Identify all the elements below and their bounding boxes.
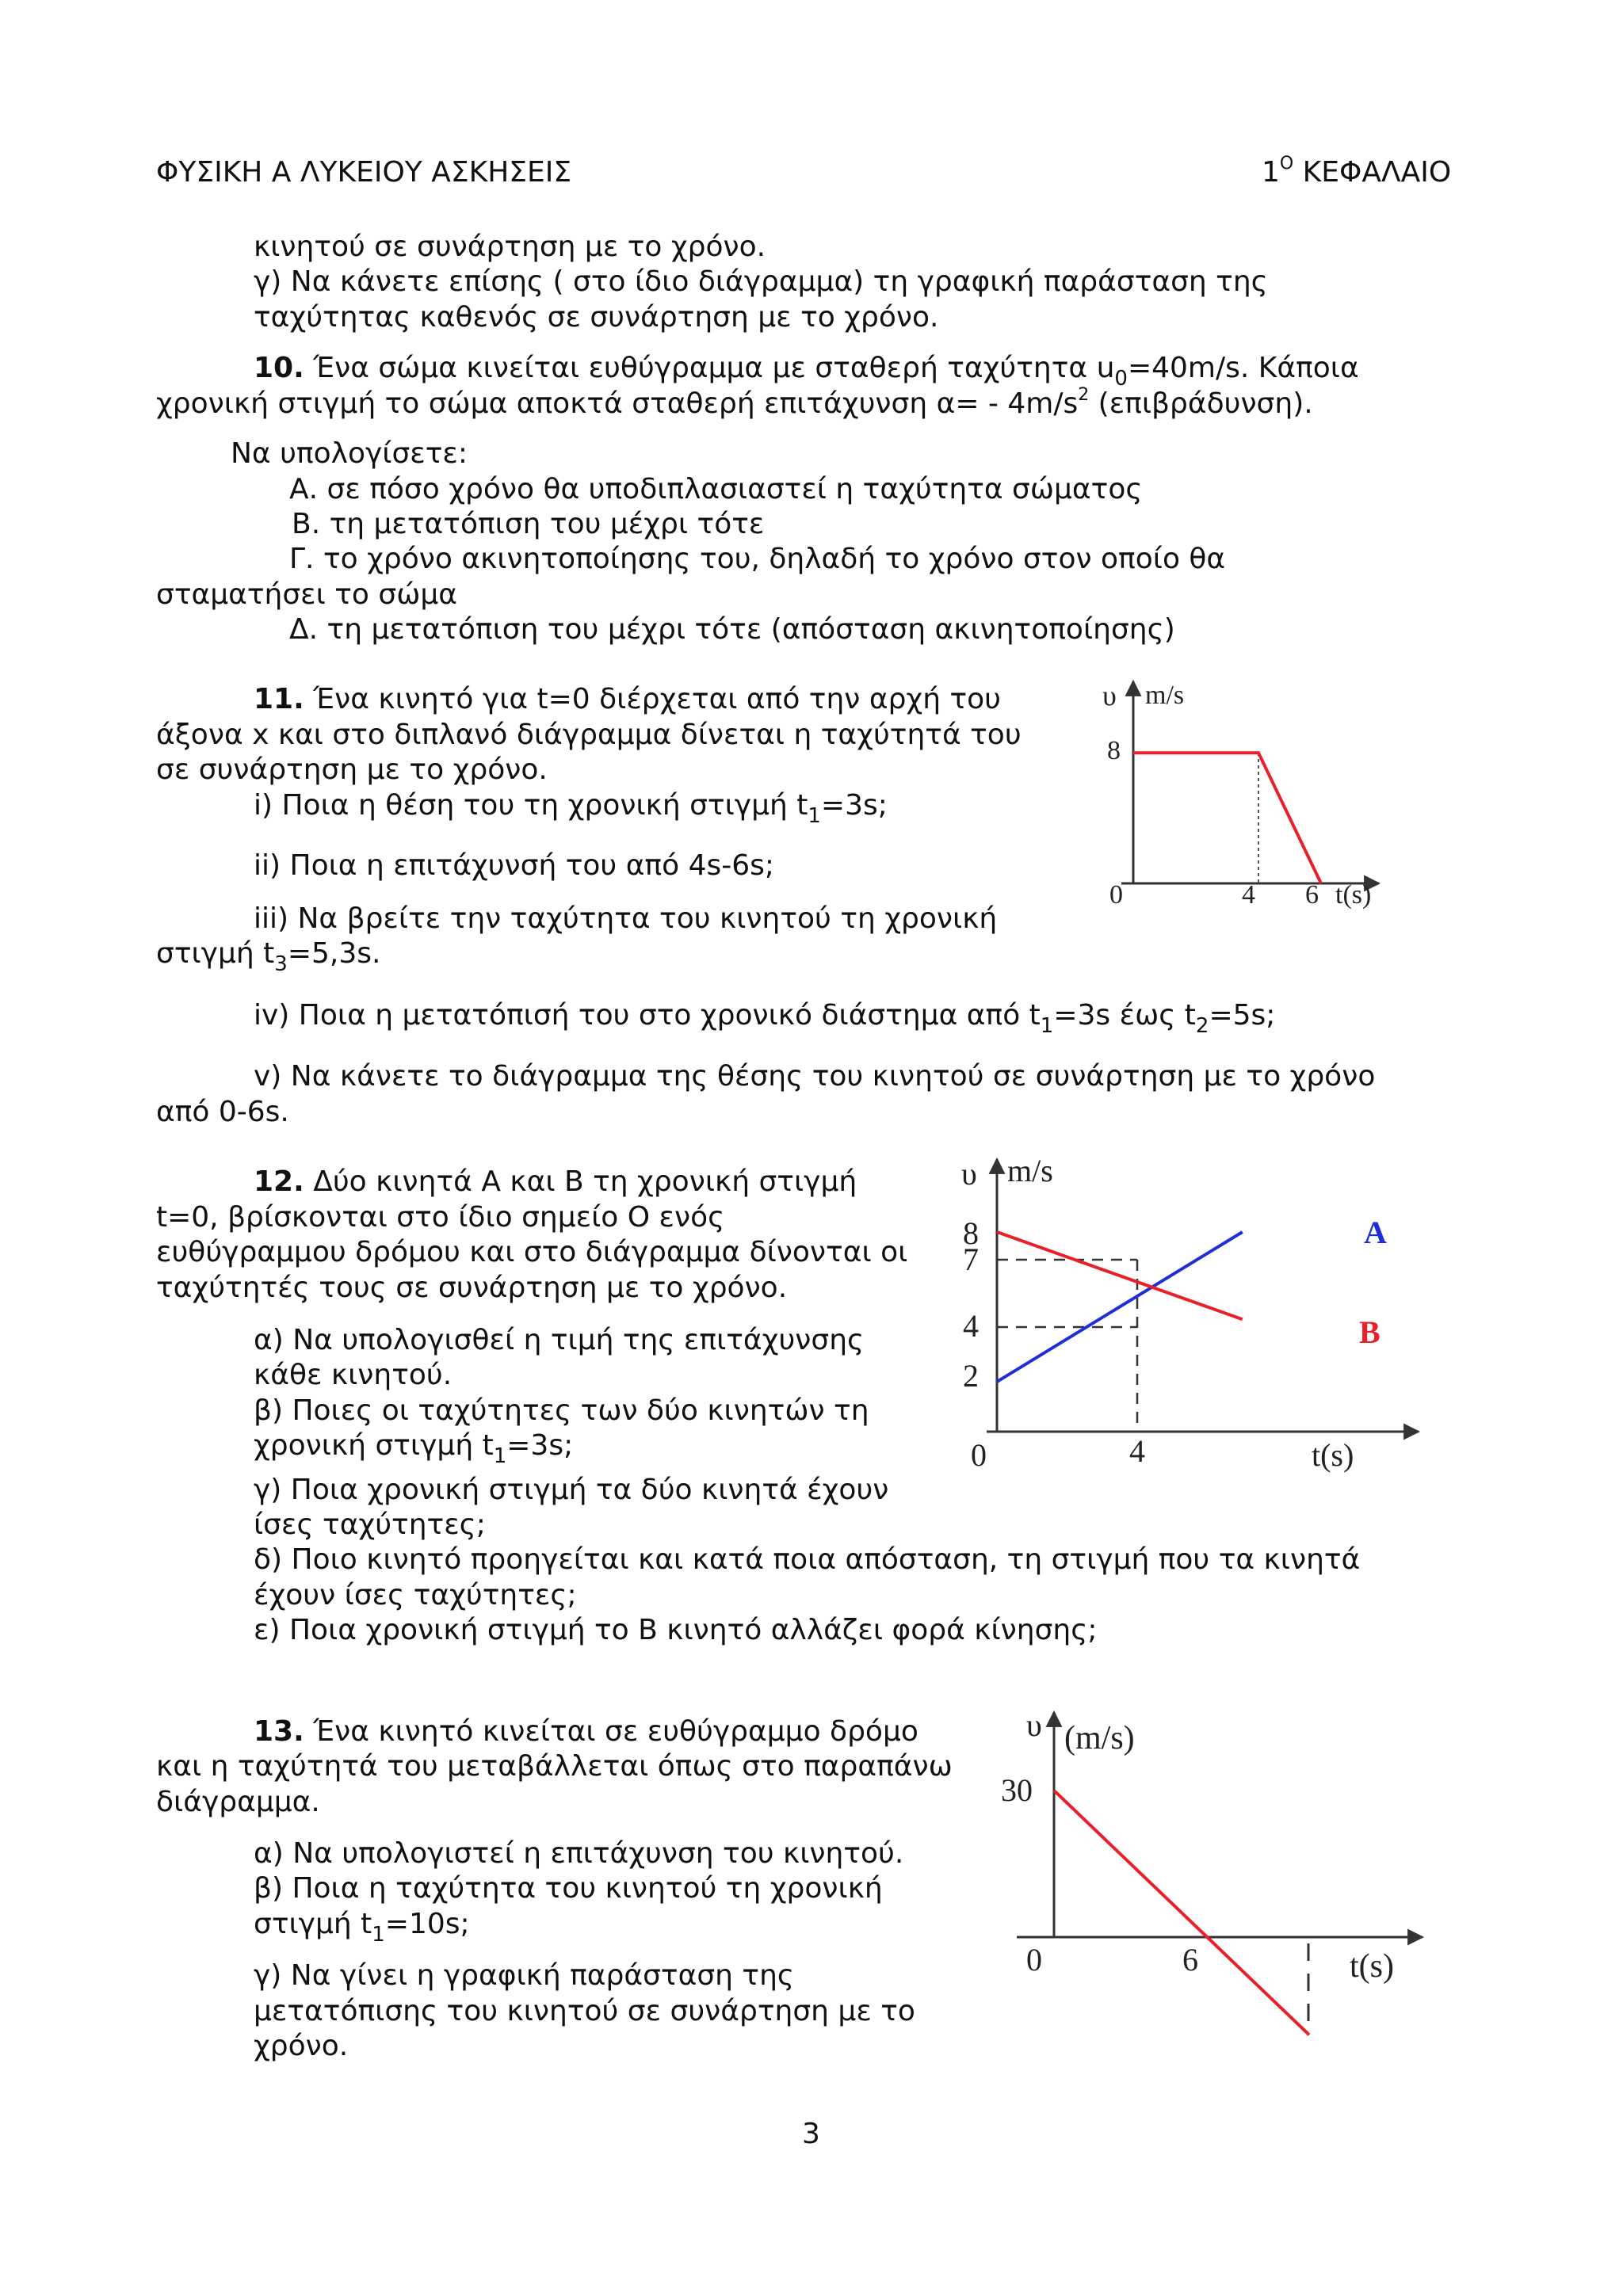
p12-line-1: 12. Δύο κινητά Α και Β τη χρονική στιγμή bbox=[254, 1165, 857, 1198]
p13-item-b-2: στιγμή $t_1=10s$; bbox=[254, 1908, 470, 1947]
p12-item-c-1: γ) Ποια χρονική στιγμή τα δύο κινητά έχουν bbox=[254, 1474, 889, 1506]
velocity-time-chart-p13 bbox=[995, 1707, 1434, 2040]
p12-item-d-2: έχουν ίσες ταχύτητες; bbox=[254, 1579, 577, 1611]
intro-line-1: κινητού σε συνάρτηση με το χρόνο. bbox=[254, 231, 766, 263]
y-axis-unit: (m/s) bbox=[1064, 1720, 1135, 1756]
p10-item-g1: Γ. το χρόνο ακινητοποίησης του, δηλαδή το χρόνο στον οποίο θα bbox=[289, 543, 1226, 575]
x-tick-label: 6 bbox=[1182, 1942, 1198, 1978]
p10-item-g2: σταματήσει το σώμα bbox=[156, 578, 457, 611]
p13-item-c-1: γ) Να γίνει η γραφική παράσταση της bbox=[254, 1959, 795, 1992]
p13-number: 13. bbox=[254, 1715, 304, 1748]
x-tick-label: 4 bbox=[1242, 880, 1255, 910]
p12-line-4: ταχύτητές τους σε συνάρτηση με το χρόνο. bbox=[156, 1272, 788, 1304]
p13-item-b-1: β) Ποια η ταχύτητα του κινητού τη χρονική bbox=[254, 1872, 883, 1905]
series-b-label: B bbox=[1359, 1314, 1381, 1350]
p10-item-a: Α. σε πόσο χρόνο θα υποδιπλασιαστεί η ταχύτητα σώματος bbox=[289, 473, 1143, 505]
p13-line-3: διάγραμμα. bbox=[156, 1786, 320, 1818]
p13-item-c-3: χρόνο. bbox=[254, 2030, 349, 2062]
chapter-sup: Ο bbox=[1279, 154, 1294, 174]
p12-line-3: ευθύγραμμου δρόμου και στο διάγραμμα δίνονται οι bbox=[156, 1236, 908, 1268]
p13-line-1: 13. Ένα κινητό κινείται σε ευθύγραμμο δρόμο bbox=[254, 1715, 918, 1748]
y-axis-symbol: υ bbox=[961, 1156, 977, 1192]
p12-item-d-1: δ) Ποιο κινητό προηγείται και κατά ποια απόσταση, τη στιγμή που τα κινητά bbox=[254, 1543, 1361, 1576]
y-axis-unit: m/s bbox=[1007, 1153, 1053, 1188]
p11-line-1: 11. Ένα κινητό για t=0 διέρχεται από την αρχή του bbox=[254, 683, 1002, 715]
x-axis-label: t(s) bbox=[1350, 1948, 1394, 1985]
series-a-label: A bbox=[1364, 1215, 1387, 1250]
y-axis-symbol: υ bbox=[1102, 680, 1117, 711]
p12-item-a-1: α) Να υπολογισθεί η τιμή της επιτάχυνσης bbox=[254, 1324, 865, 1356]
y-tick-label: 7 bbox=[963, 1241, 979, 1277]
p10-number: 10. bbox=[254, 352, 304, 384]
p12-item-e: ε) Ποια χρονική στιγμή το Β κινητό αλλάζει φορά κίνησης; bbox=[254, 1614, 1098, 1646]
p12-item-b-1: β) Ποιες οι ταχύτητες των δύο κινητών τη bbox=[254, 1394, 869, 1427]
origin-label: 0 bbox=[1109, 880, 1123, 910]
velocity-time-chart-p12 bbox=[947, 1153, 1430, 1478]
velocity-series-line bbox=[1054, 1791, 1309, 2035]
header-chapter bbox=[1262, 155, 1451, 190]
page-number: 3 bbox=[802, 2118, 820, 2150]
y-tick-label: 8 bbox=[963, 1215, 979, 1251]
p12-number: 12. bbox=[254, 1165, 304, 1198]
y-axis-unit: m/s bbox=[1145, 681, 1185, 710]
y-tick-label: 4 bbox=[963, 1308, 979, 1344]
p12-item-c-2: ίσες ταχύτητες; bbox=[254, 1508, 486, 1541]
y-axis-symbol: υ bbox=[1026, 1707, 1042, 1743]
p13-item-c-2: μετατόπισης του κινητού σε συνάρτηση με το bbox=[254, 1995, 915, 2027]
p12-item-a-2: κάθε κινητού. bbox=[254, 1359, 453, 1391]
chapter-label: ΚΕΦΑΛΑΙΟ bbox=[1293, 156, 1452, 189]
velocity-time-chart-p11 bbox=[1098, 673, 1391, 919]
p10-item-b: Β. τη μετατόπιση του μέχρι τότε bbox=[292, 508, 765, 540]
p10-item-d: Δ. τη μετατόπιση του μέχρι τότε (απόσταση ακινητοποίησης) bbox=[289, 613, 1175, 646]
p11-line-2: άξονα x και στο διπλανό διάγραμμα δίνεται η ταχύτητά του bbox=[156, 719, 1022, 751]
p11-item-iii-1: iii) Να βρείτε την ταχύτητα του κινητού τη χρονική bbox=[254, 902, 998, 935]
header-title: ΦΥΣΙΚΗ Α ΛΥΚΕΙΟΥ ΑΣΚΗΣΕΙΣ bbox=[156, 156, 572, 189]
p11-item-v-2: από 0-6s. bbox=[156, 1096, 289, 1128]
p12-item-b-2: χρονική στιγμή $t_1=3s$; bbox=[254, 1429, 574, 1468]
intro-line-3: ταχύτητας καθενός σε συνάρτηση με το χρόνο. bbox=[254, 301, 939, 334]
p11-line-3: σε συνάρτηση με το χρόνο. bbox=[156, 753, 548, 786]
p11-number: 11. bbox=[254, 683, 304, 715]
velocity-series-line bbox=[1133, 753, 1321, 883]
origin-label: 0 bbox=[971, 1437, 987, 1473]
p10-line-3: Να υπολογίσετε: bbox=[231, 437, 468, 470]
p10-line-1: 10. Ένα σώμα κινείται ευθύγραμμα με σταθερή ταχύτητα $u_0=40m/s$. Κάποια bbox=[254, 352, 1359, 391]
p11-item-v-1: v) Να κάνετε το διάγραμμα της θέσης του κινητού σε συνάρτηση με το χρόνο bbox=[254, 1060, 1376, 1093]
intro-line-2: γ) Να κάνετε επίσης ( στο ίδιο διάγραμμα) τη γραφική παράσταση της bbox=[254, 265, 1268, 298]
p12-line-2: t=0, βρίσκονται στο ίδιο σημείο Ο ενός bbox=[156, 1201, 725, 1234]
p13-item-a: α) Να υπολογιστεί η επιτάχυνση του κινητού. bbox=[254, 1837, 904, 1870]
p13-line-2: και η ταχύτητά του μεταβάλλεται όπως στο παραπάνω bbox=[156, 1750, 953, 1783]
y-tick-label: 8 bbox=[1107, 736, 1121, 765]
x-tick-label: 4 bbox=[1129, 1433, 1145, 1469]
p11-item-i: i) Ποια η θέση του τη χρονική στιγμή $t_1=3s$; bbox=[254, 789, 888, 828]
origin-label: 0 bbox=[1026, 1942, 1042, 1978]
p10-line-2: χρονική στιγμή το σώμα αποκτά σταθερή επιτάχυνση $\alpha= - 4m/s^2$ (επιβράδυνση). bbox=[156, 385, 1313, 420]
p11-item-iv: iv) Ποια η μετατόπισή του στο χρονικό διάστημα από $t_1=3s$ έως $t_2=5s$; bbox=[254, 999, 1276, 1038]
x-axis-label: t(s) bbox=[1335, 880, 1372, 910]
p11-item-iii-2: στιγμή $t_3=5,3s$. bbox=[156, 937, 381, 976]
p11-item-ii: ii) Ποια η επιτάχυνσή του από 4s-6s; bbox=[254, 849, 775, 882]
x-axis-label: t(s) bbox=[1312, 1437, 1354, 1473]
x-tick-label: 6 bbox=[1305, 880, 1319, 910]
y-tick-label: 2 bbox=[963, 1358, 979, 1394]
y-tick-label: 30 bbox=[1001, 1772, 1033, 1808]
chapter-number: 1 bbox=[1262, 156, 1280, 189]
